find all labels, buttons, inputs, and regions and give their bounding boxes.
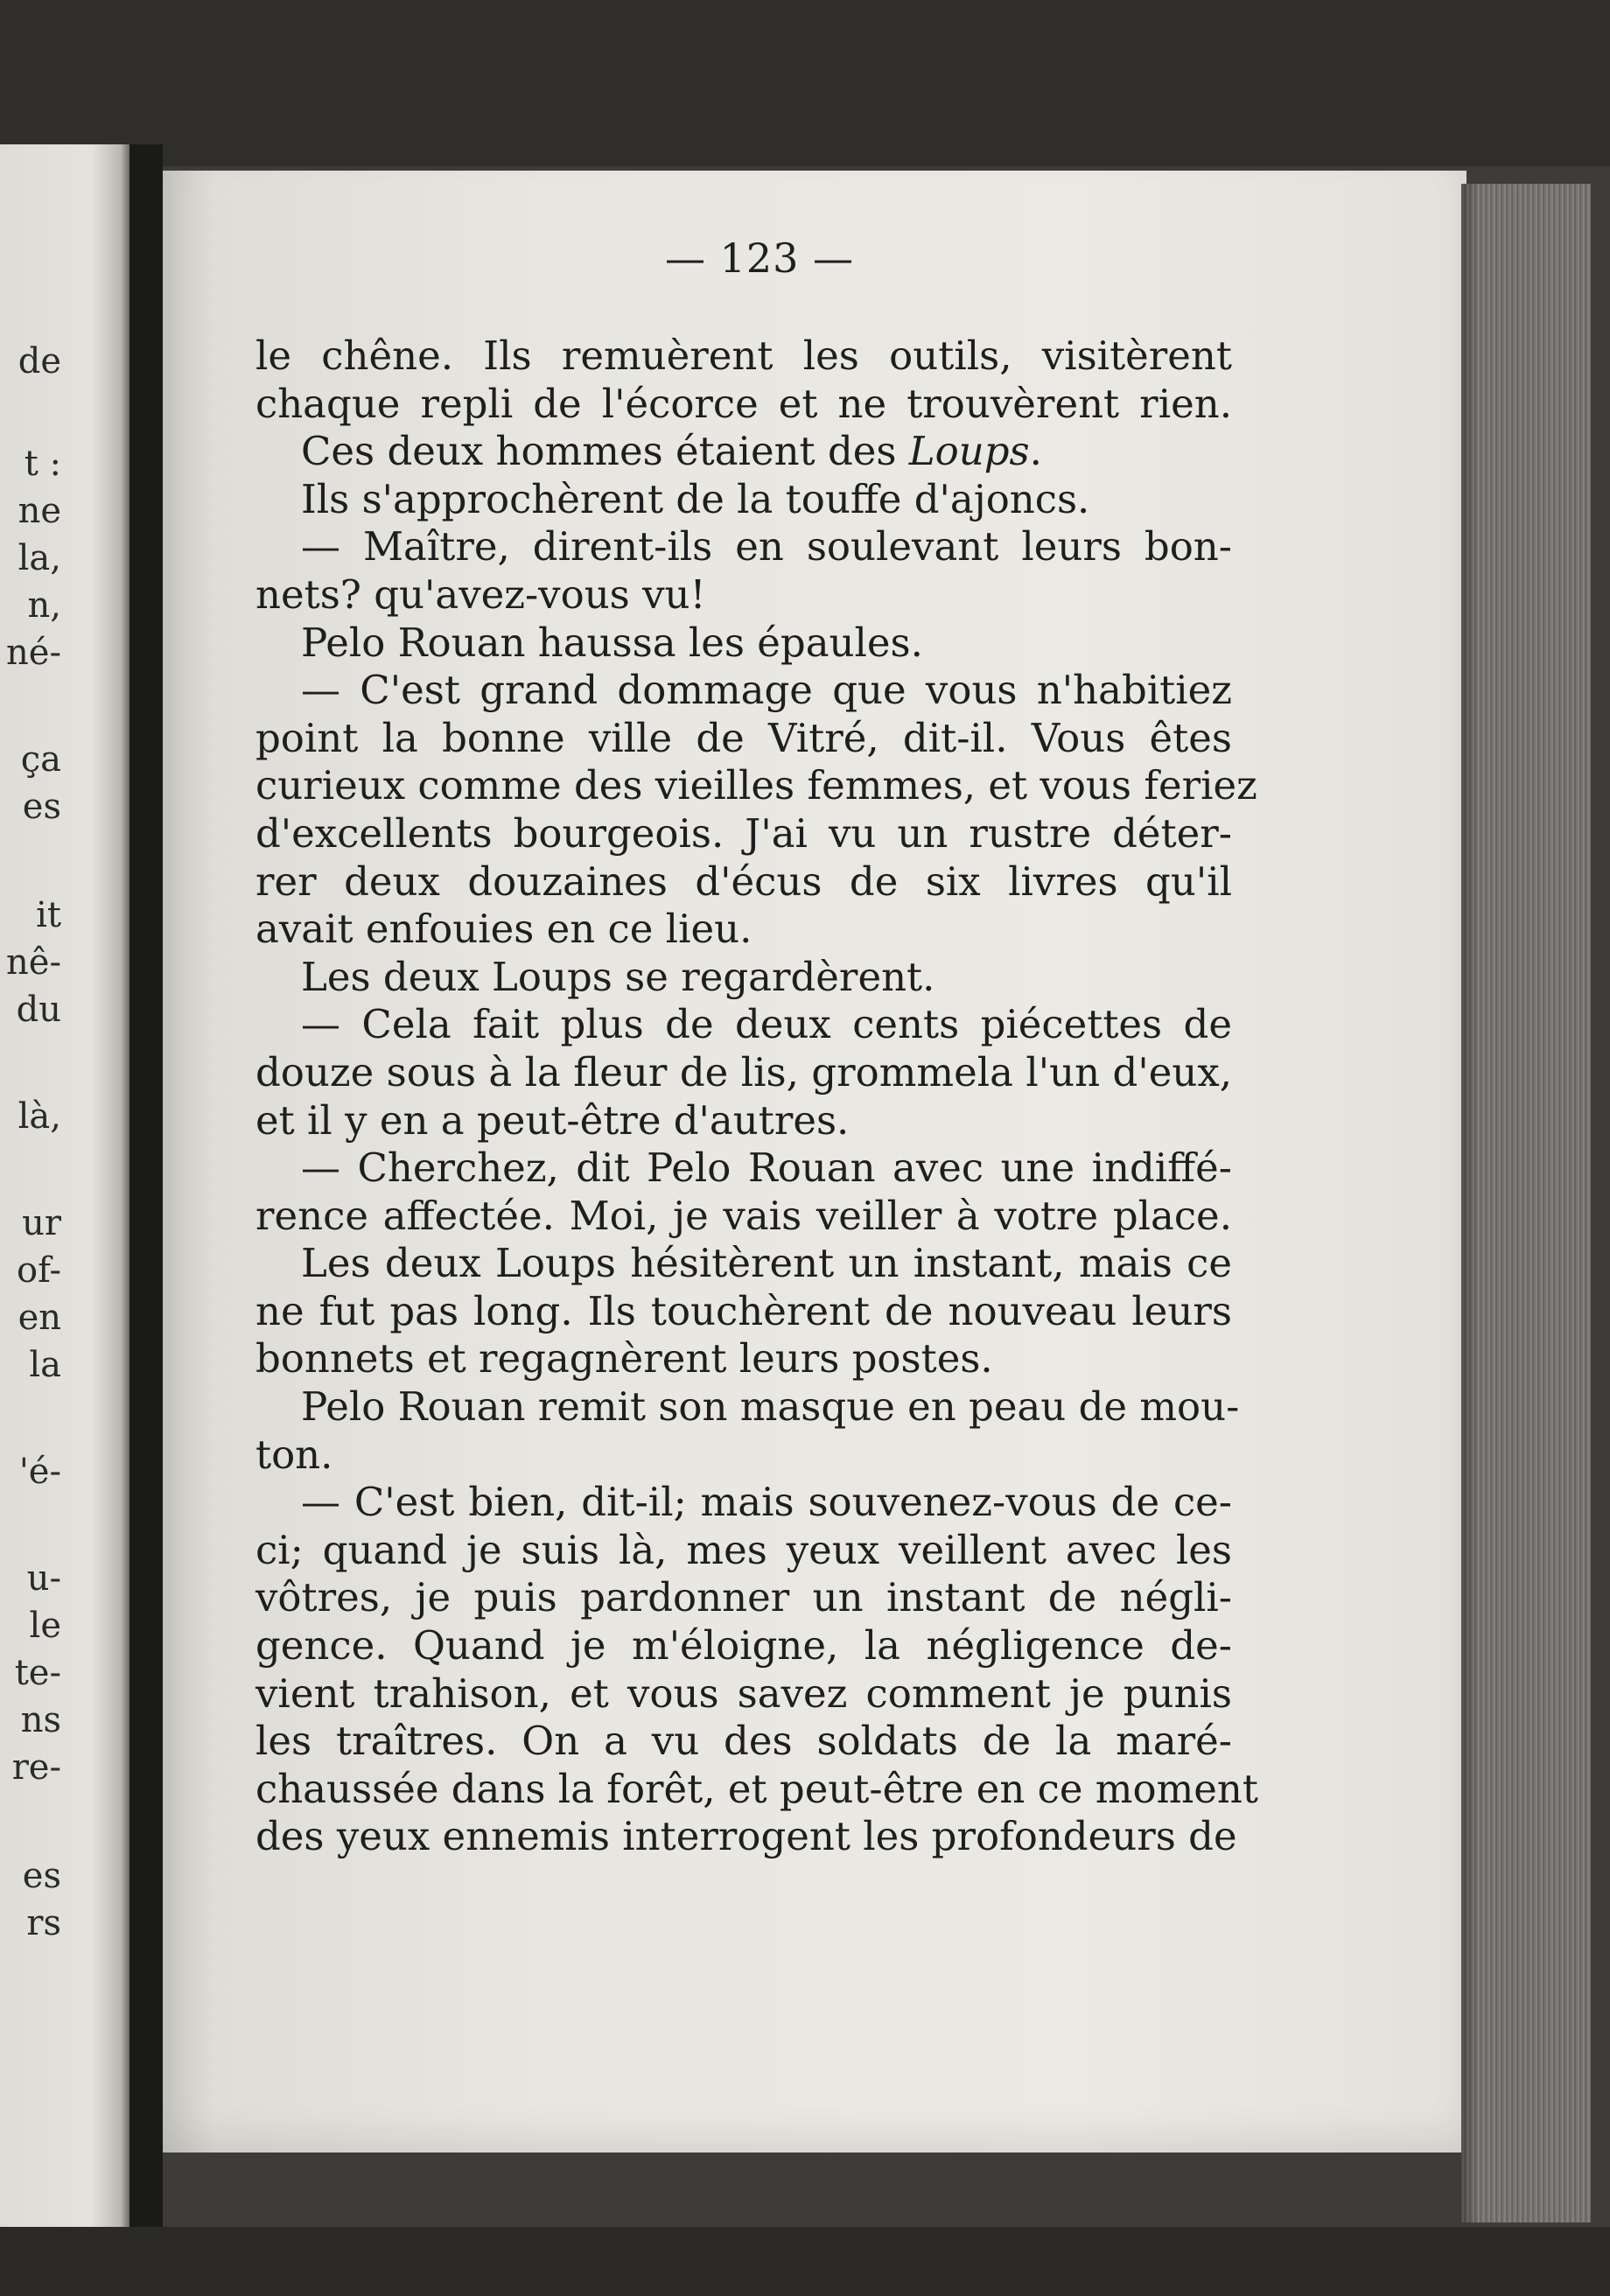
page-edges-shadow xyxy=(1461,184,1479,2222)
left-page-fragment: t : xyxy=(24,444,61,484)
text-line: et il y en a peut-être d'autres. xyxy=(256,1096,850,1144)
text-line: ton. xyxy=(256,1431,333,1478)
left-page-fragment: it xyxy=(36,895,61,935)
page-body-text xyxy=(256,332,1258,1861)
text-line: vient trahison, et vous savez comment je punis xyxy=(256,1670,1232,1717)
left-page-fragment: la, xyxy=(18,538,61,578)
text-line: vôtres, je puis pardonner un instant de négli- xyxy=(256,1574,1232,1621)
left-page-fragment: né- xyxy=(6,633,61,673)
left-page-fragment: en xyxy=(18,1298,61,1338)
left-page-fragment: de xyxy=(18,341,61,382)
text-line: nets? qu'avez-vous vu! xyxy=(256,570,706,618)
text-line: Pelo Rouan haussa les épaules. xyxy=(301,619,923,666)
text-line: ne fut pas long. Ils touchèrent de nouveau leurs xyxy=(256,1287,1232,1334)
text-line xyxy=(256,428,1232,476)
scan-background-bottom xyxy=(0,2227,1610,2296)
text-line: avait enfouies en ce lieu. xyxy=(256,906,752,953)
left-page-fragment: ns xyxy=(20,1700,61,1740)
text-line: le chêne. Ils remuèrent les outils, visitèrent xyxy=(256,332,1232,379)
left-page-fragment: of- xyxy=(17,1250,61,1291)
text-line: rence affectée. Moi, je vais veiller à votre place. xyxy=(256,1192,1232,1239)
left-page-fragment: n, xyxy=(27,585,61,626)
left-page-fragment: rs xyxy=(26,1903,61,1943)
text-line: chaque repli de l'écorce et ne trouvèrent rien. xyxy=(256,380,1232,427)
text-line: Les deux Loups se regardèrent. xyxy=(301,953,935,1000)
left-page-fragment: le xyxy=(29,1606,61,1646)
left-page-fragment: te- xyxy=(14,1653,61,1693)
left-page-fragment: es xyxy=(22,787,61,827)
text-line: — Maître, dirent-ils en soulevant leurs bon- xyxy=(301,523,1232,570)
left-page-fragment: ur xyxy=(22,1203,61,1243)
left-page-fragment: du xyxy=(16,990,61,1030)
scan-background-top xyxy=(0,0,1610,166)
text-segment: Ces deux hommes étaient des xyxy=(301,428,909,475)
left-page-fragment: ça xyxy=(20,739,61,780)
text-line: — C'est bien, dit-il; mais souvenez-vous de ce- xyxy=(301,1479,1232,1526)
text-line: — Cela fait plus de deux cents piécettes de xyxy=(301,1001,1232,1048)
text-line: curieux comme des vieilles femmes, et vous feriez xyxy=(256,762,1257,809)
text-line: bonnets et regagnèrent leurs postes. xyxy=(256,1335,993,1382)
page-edges xyxy=(1461,184,1591,2222)
text-line: douze sous à la fleur de lis, grommela l'un d'eux, xyxy=(256,1048,1232,1096)
left-page xyxy=(0,144,131,2227)
page-number: — 123 — xyxy=(665,234,855,282)
text-line: gence. Quand je m'éloigne, la négligence de- xyxy=(256,1622,1232,1670)
left-page-fragment: re- xyxy=(11,1747,61,1788)
text-line: chaussée dans la forêt, et peut-être en ce moment xyxy=(256,1765,1258,1812)
text-line: Pelo Rouan remit son masque en peau de mou- xyxy=(301,1383,1240,1431)
left-page-fragment: es xyxy=(22,1856,61,1896)
text-line: ci; quand je suis là, mes yeux veillent avec les xyxy=(256,1526,1232,1573)
text-line: des yeux ennemis interrogent les profondeurs de xyxy=(256,1813,1237,1860)
text-line: point la bonne ville de Vitré, dit-il. Vous êtes xyxy=(256,714,1232,761)
text-line: Ils s'approchèrent de la touffe d'ajoncs. xyxy=(301,475,1090,522)
left-page-fragment: la xyxy=(29,1345,61,1385)
left-page-fragment: là, xyxy=(18,1096,61,1137)
book-gutter xyxy=(130,144,163,2227)
text-line: — Cherchez, dit Pelo Rouan avec une indiffé- xyxy=(301,1144,1232,1192)
text-line: les traîtres. On a vu des soldats de la maré- xyxy=(256,1718,1232,1765)
text-line: Les deux Loups hésitèrent un instant, mais ce xyxy=(301,1240,1232,1287)
text-line: — C'est grand dommage que vous n'habitiez xyxy=(301,667,1232,714)
left-page-fragment: u- xyxy=(26,1558,61,1599)
left-page-fragment: ne xyxy=(18,491,61,531)
text-segment: . xyxy=(1029,428,1042,475)
left-page-fragment: 'é- xyxy=(18,1452,61,1492)
text-line: d'excellents bourgeois. J'ai vu un rustre déter- xyxy=(256,809,1232,857)
left-page-fragment: nê- xyxy=(6,942,61,983)
text-line: rer deux douzaines d'écus de six livres qu'il xyxy=(256,858,1232,905)
italic-word: Loups xyxy=(908,428,1030,475)
